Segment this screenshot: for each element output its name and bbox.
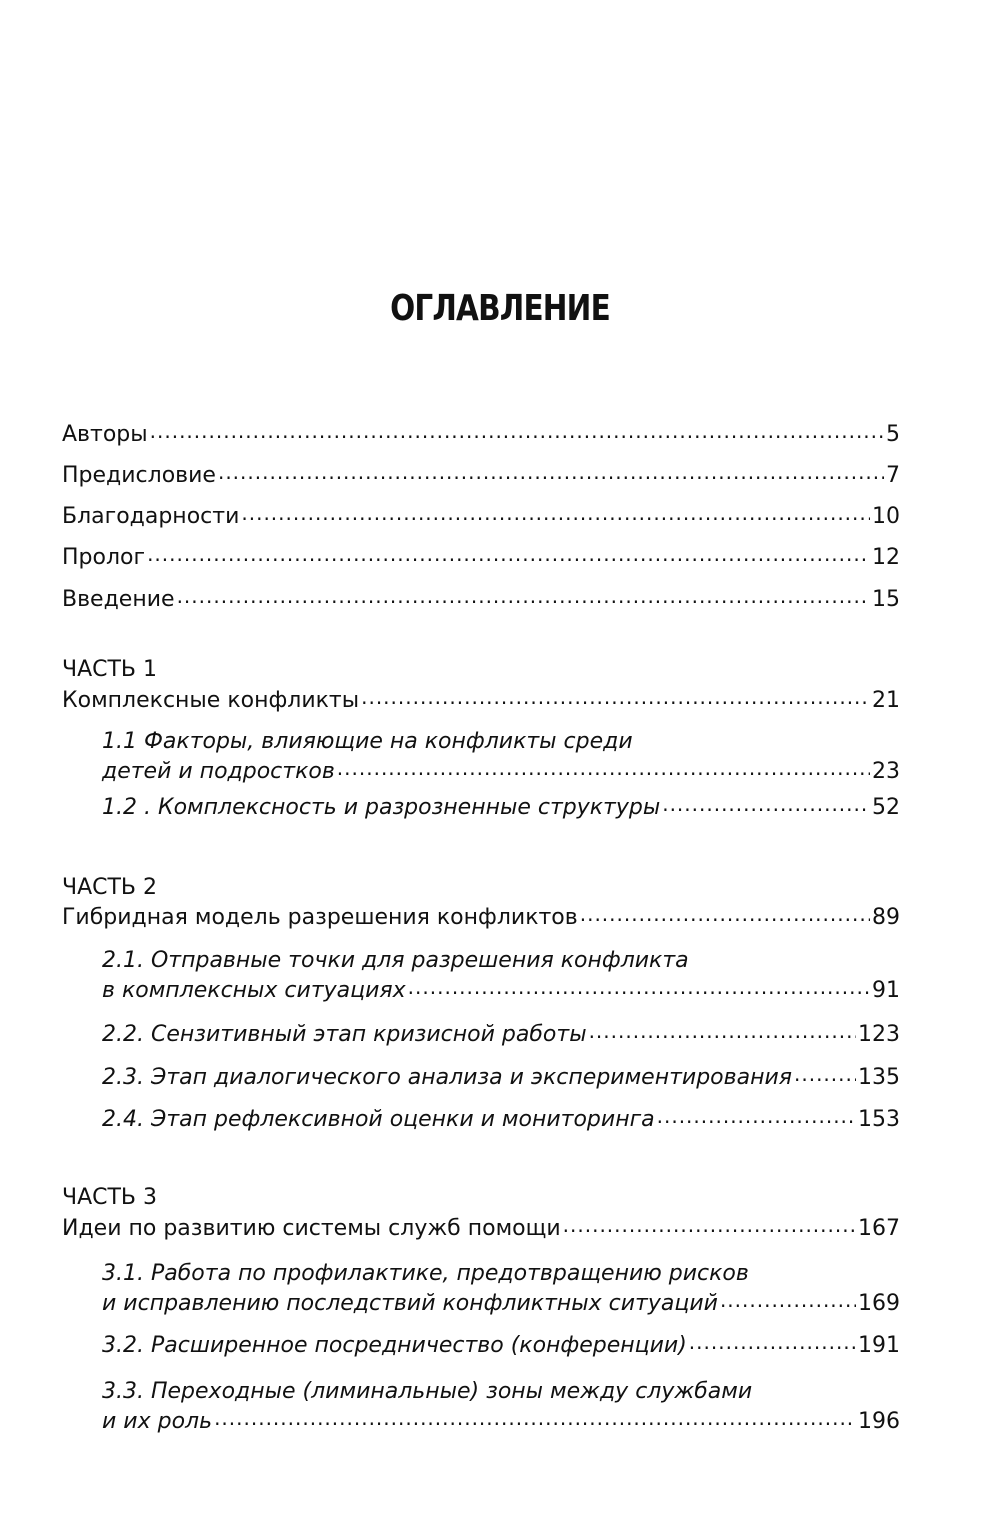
- toc-entry-section[interactable]: [102, 727, 900, 787]
- toc-page-number: 12: [872, 545, 900, 570]
- toc-entry-section[interactable]: [102, 1331, 900, 1361]
- toc-entry-prologue[interactable]: [62, 543, 900, 573]
- toc-entry-label: детей и подростков: [102, 759, 335, 784]
- toc-page-number: 5: [886, 422, 900, 447]
- dot-leader: [218, 462, 884, 482]
- toc-entry-section[interactable]: [102, 1063, 900, 1093]
- toc-page-number: 15: [872, 587, 900, 612]
- toc-page-number: 167: [858, 1216, 900, 1241]
- dot-leader: [657, 1106, 856, 1126]
- toc-page-number: 89: [872, 905, 900, 930]
- dot-leader: [177, 586, 870, 606]
- toc-entry-section[interactable]: [102, 946, 900, 1006]
- dot-leader: [720, 1290, 856, 1310]
- toc-entry-label: 3.2. Расширенное посредничество (конференции): [102, 1333, 687, 1358]
- toc-entry-preface[interactable]: [62, 461, 900, 491]
- part-label: ЧАСТЬ 2: [62, 875, 158, 900]
- toc-page-number: 52: [872, 795, 900, 820]
- part-label: ЧАСТЬ 1: [62, 657, 158, 682]
- toc-entry-section[interactable]: [102, 1020, 900, 1050]
- toc-entry-label: Авторы: [62, 422, 148, 447]
- toc-entry-label: 2.3. Этап диалогического анализа и экспериментирования: [102, 1065, 792, 1090]
- toc-page-number: 191: [858, 1333, 900, 1358]
- toc-entry-introduction[interactable]: [62, 585, 900, 615]
- toc-page-number: 23: [872, 759, 900, 784]
- dot-leader: [214, 1408, 856, 1428]
- toc-page-number: 153: [858, 1107, 900, 1132]
- toc-entry-label: Гибридная модель разрешения конфликтов: [62, 905, 578, 930]
- dot-leader: [241, 503, 870, 523]
- toc-entry-label: Комплексные конфликты: [62, 688, 360, 713]
- toc-entry-section[interactable]: [102, 1105, 900, 1135]
- toc-entry-label: 2.4. Этап рефлексивной оценки и мониторинга: [102, 1107, 655, 1132]
- toc-page-number: 196: [858, 1409, 900, 1434]
- dot-leader: [689, 1332, 856, 1352]
- toc-entry-label: 2.2. Сензитивный этап кризисной работы: [102, 1022, 587, 1047]
- toc-page-number: 135: [858, 1065, 900, 1090]
- toc-entry-label: 1.2 . Комплексность и разрозненные структуры: [102, 795, 661, 820]
- toc-entry-section[interactable]: [102, 1377, 900, 1437]
- dot-leader: [337, 758, 870, 778]
- dot-leader: [150, 421, 884, 441]
- toc-entry-label-line1: 1.1 Факторы, влияющие на конфликты среди: [102, 729, 633, 754]
- dot-leader: [563, 1215, 856, 1235]
- toc-page-number: 21: [872, 688, 900, 713]
- toc-entry-part-title[interactable]: [62, 1214, 900, 1244]
- toc-entry-label: Предисловие: [62, 463, 216, 488]
- toc-entry-label: и исправлению последствий конфликтных ситуаций: [102, 1291, 718, 1316]
- toc-page-number: 169: [858, 1291, 900, 1316]
- dot-leader: [147, 544, 870, 564]
- toc-page-number: 10: [872, 504, 900, 529]
- dot-leader: [589, 1021, 856, 1041]
- dot-leader: [662, 794, 870, 814]
- toc-entry-label: Пролог: [62, 545, 146, 570]
- dot-leader: [794, 1064, 856, 1084]
- dot-leader: [408, 977, 870, 997]
- toc-entry-part-title[interactable]: [62, 686, 900, 716]
- toc-entry-label: Введение: [62, 587, 175, 612]
- toc-entry-section[interactable]: [102, 793, 900, 823]
- toc-entry-authors[interactable]: [62, 420, 900, 450]
- toc-entry-label-line1: 2.1. Отправные точки для разрешения конфликта: [102, 948, 689, 973]
- dot-leader: [361, 687, 870, 707]
- dot-leader: [580, 904, 870, 924]
- toc-entry-label: Идеи по развитию системы служб помощи: [62, 1216, 561, 1241]
- toc-entry-label-line1: 3.3. Переходные (лиминальные) зоны между службами: [102, 1379, 753, 1404]
- toc-entry-section[interactable]: [102, 1259, 900, 1319]
- page-title: ОГЛАВЛЕНИЕ: [390, 288, 610, 329]
- toc-page-number: 91: [872, 978, 900, 1003]
- toc-entry-part-title[interactable]: [62, 903, 900, 933]
- toc-entry-label: в комплексных ситуациях: [102, 978, 406, 1003]
- toc-entry-acknowledgements[interactable]: [62, 502, 900, 532]
- part-label: ЧАСТЬ 3: [62, 1185, 158, 1210]
- toc-entry-label: и их роль: [102, 1409, 213, 1434]
- toc-entry-label: Благодарности: [62, 504, 240, 529]
- toc-entry-label-line1: 3.1. Работа по профилактике, предотвращению рисков: [102, 1261, 749, 1286]
- toc-page-number: 123: [858, 1022, 900, 1047]
- toc-page-number: 7: [886, 463, 900, 488]
